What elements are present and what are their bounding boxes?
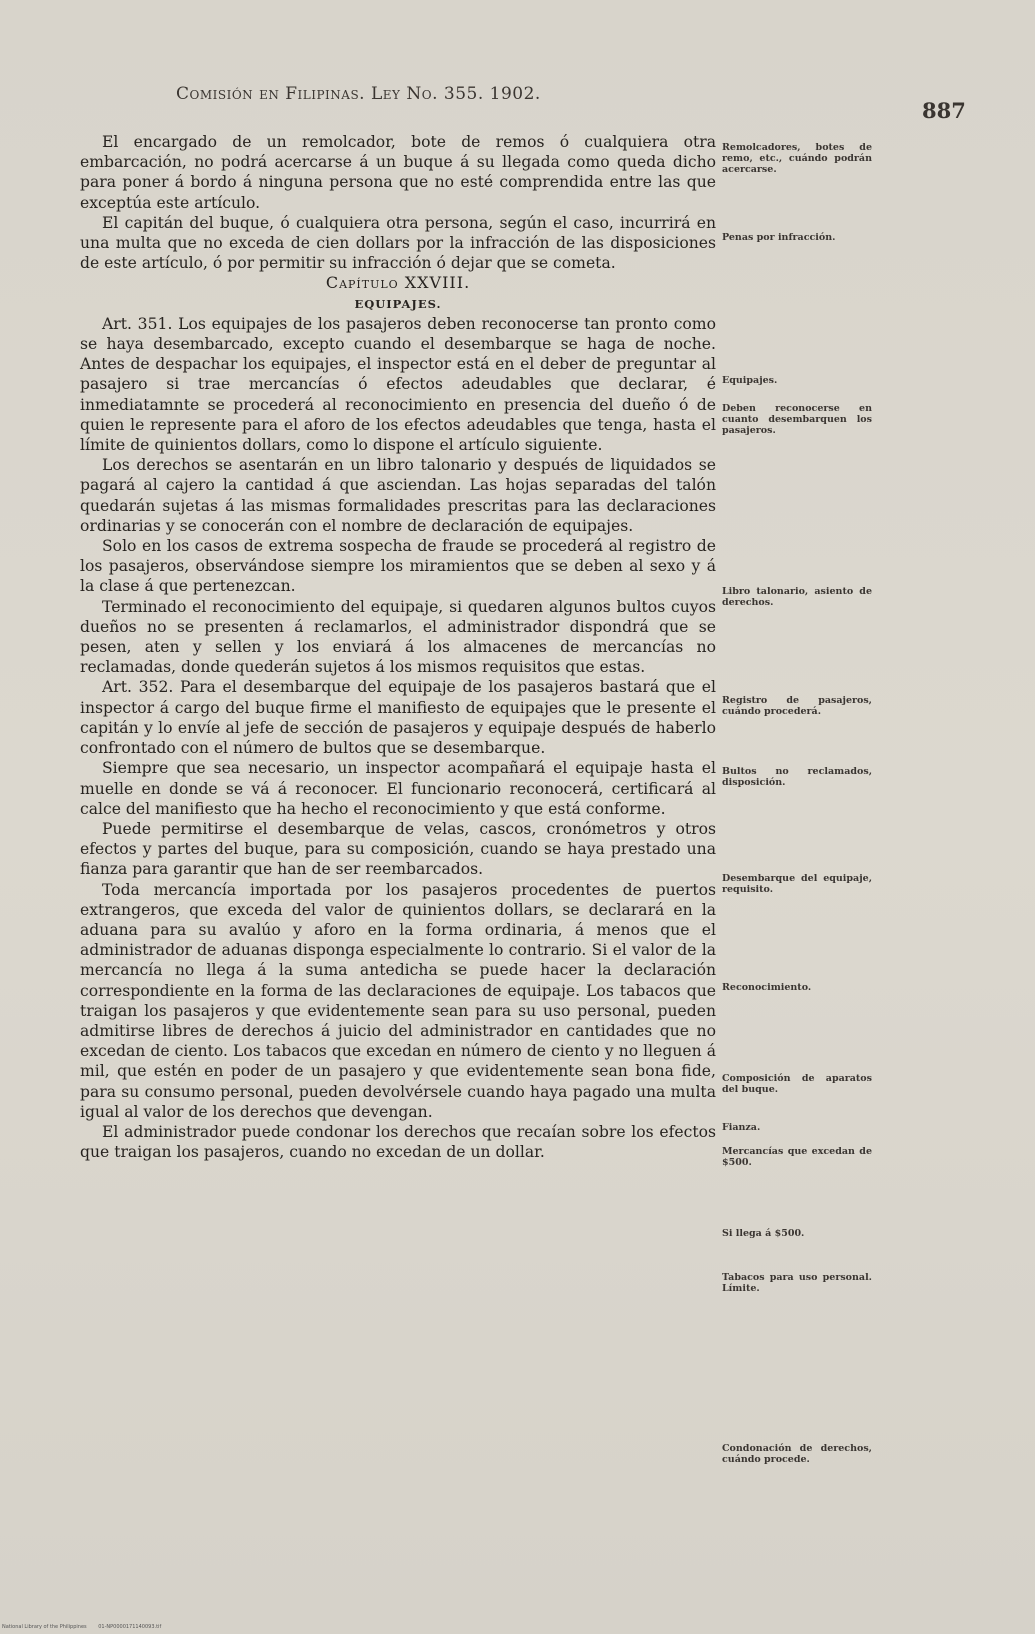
margin-note: Condonación de derechos, cuándo procede. xyxy=(722,1443,872,1465)
margin-note: Si llega á $500. xyxy=(722,1228,805,1239)
margin-note: Bultos no reclamados, disposición. xyxy=(722,766,872,788)
margin-note: Mercancías que excedan de $500. xyxy=(722,1146,872,1168)
paragraph-tugboats: El encargado de un remolcador, bote de remos ó cualquiera otra embarcación, no podrá acercarse á un buque á su llegada como queda dicho para poner á bordo á ninguna persona que no esté comprendida entre las que exceptúa este artículo. xyxy=(80,133,716,212)
paragraph-penalty: El capitán del buque, ó cualquiera otra persona, según el caso, incurrirá en una multa que no exceda de cien dollars por la infracción de las disposiciones de este artículo, ó por permitir su infracción ó dejar que se cometa. xyxy=(80,213,716,273)
footer-library: National Library of the Philippines xyxy=(2,1624,87,1630)
paragraph-remission: El administrador puede condonar los derechos que recaían sobre los efectos que traigan los pasajeros, cuando no excedan de un dollar. xyxy=(80,1122,716,1162)
margin-note: Equipajes. xyxy=(722,375,778,386)
page-number: 887 xyxy=(922,98,966,123)
footer-file-id: 01-NP0000171140093.tif xyxy=(98,1624,162,1630)
scan-footer xyxy=(2,1624,171,1630)
paragraph-search: Solo en los casos de extrema sospecha de fraude se procederá al registro de los pasajeros, observándose siempre los miramientos que se deben al sexo y á la clase á que pertenezcan. xyxy=(80,537,716,596)
margin-note: Fianza. xyxy=(722,1122,761,1133)
paragraph-inspection: Siempre que sea necesario, un inspector acompañará el equipaje hasta el muelle en donde se vá á reconocer. El funcionario reconocerá, certificará al calce del manifiesto que ha hecho el reconocimiento y que está conforme. xyxy=(80,759,716,818)
paragraph-duties: Los derechos se asentarán en un libro talonario y después de liquidados se pagará al cajero la cantidad á que asciendan. Las hojas separadas del talón quedarán sujetas á las mismas formalidades prescritas para las declaraciones ordinarias y se conocerán con el nombre de declaración de equipajes. xyxy=(80,456,716,535)
paragraph-art-351: Art. 351. Los equipajes de los pasajeros deben reconocerse tan pronto como se haya desembarcado, excepto cuando el desembarque se haga de noche. Antes de despachar los equipajes, el inspector está en el deber de preguntar al pasajero si trae mercancías ó efectos adeudables que declarar, é inmediatamnte se procederá al reconocimiento en presencia del dueño ó de quien le represente para el aforo de los efectos adeudables que tenga, hasta el límite de quinientos dollars, como lo dispone el artículo siguiente. xyxy=(80,314,716,455)
margin-note: Penas por infracción. xyxy=(722,232,836,243)
margin-note: Registro de pasajeros, cuándo procederá. xyxy=(722,695,872,717)
chapter-title: Capítulo XXVIII. xyxy=(325,273,471,293)
margin-note: Reconocimiento. xyxy=(722,982,812,993)
section-title: EQUIPAJES. xyxy=(354,296,442,311)
margin-note: Tabacos para uso personal. Límite. xyxy=(722,1272,872,1294)
paragraph-repairs: Puede permitirse el desembarque de velas, cascos, cronómetros y otros efectos y partes del buque, para su composición, cuando se haya prestado una fianza para garantir que han de ser reembarcados. xyxy=(80,819,716,879)
margin-note: Libro talonario, asiento de derechos. xyxy=(722,586,872,608)
margin-note: Remolcadores, botes de remo, etc., cuándo podrán acercarse. xyxy=(722,142,872,175)
paragraph-merchandise: Toda mercancía importada por los pasajeros procedentes de puertos extrangeros, que exceda del valor de quinientos dollars, se declarará en la aduana para su avalúo y aforo en la forma ordinaria, á menos que el administrador de aduanas disponga especialmente lo contrario. Si el valor de la mercancía no llega á la suma antedicha se puede hacer la declaración correspondiente en la forma de las declaraciones de equipaje. Los tabacos que traigan los pasajeros y que evidentemente sean para su uso personal, pueden admitirse libres de derechos á juicio del administrador en cantidades que no excedan de ciento. Los tabacos que excedan en número de ciento y no lleguen á mil, que estén en poder de un pasajero y que evidentemente sean bona fide, para su consumo personal, pueden devolvérsele cuando haya pagado una multa igual al valor de los derechos que devengan. xyxy=(80,880,716,1121)
paragraph-unclaimed: Terminado el reconocimiento del equipaje, si quedaren algunos bultos cuyos dueños no se presenten á reclamarlos, el administrador dispondrá que se pesen, aten y sellen y los enviará á los almacenes de mercancías no reclamadas, donde quederán sujetos á los mismos requisitos que estas. xyxy=(80,597,716,677)
running-head: Comisión en Filipinas. Ley No. 355. 1902. xyxy=(176,84,541,104)
margin-note: Deben reconocerse en cuanto desembarquen los pasajeros. xyxy=(722,403,872,436)
margin-note: Composición de aparatos del buque. xyxy=(722,1073,872,1095)
margin-note: Desembarque del equipaje, requisito. xyxy=(722,873,872,895)
body-text xyxy=(80,132,716,1162)
paragraph-art-352: Art. 352. Para el desembarque del equipaje de los pasajeros bastará que el inspector á cargo del buque firme el manifiesto de equipajes que le presente el capitán y lo envíe al jefe de sección de pasajeros y equipaje después de haberlo confrontado con el número de bultos que se desembarque. xyxy=(80,678,716,758)
